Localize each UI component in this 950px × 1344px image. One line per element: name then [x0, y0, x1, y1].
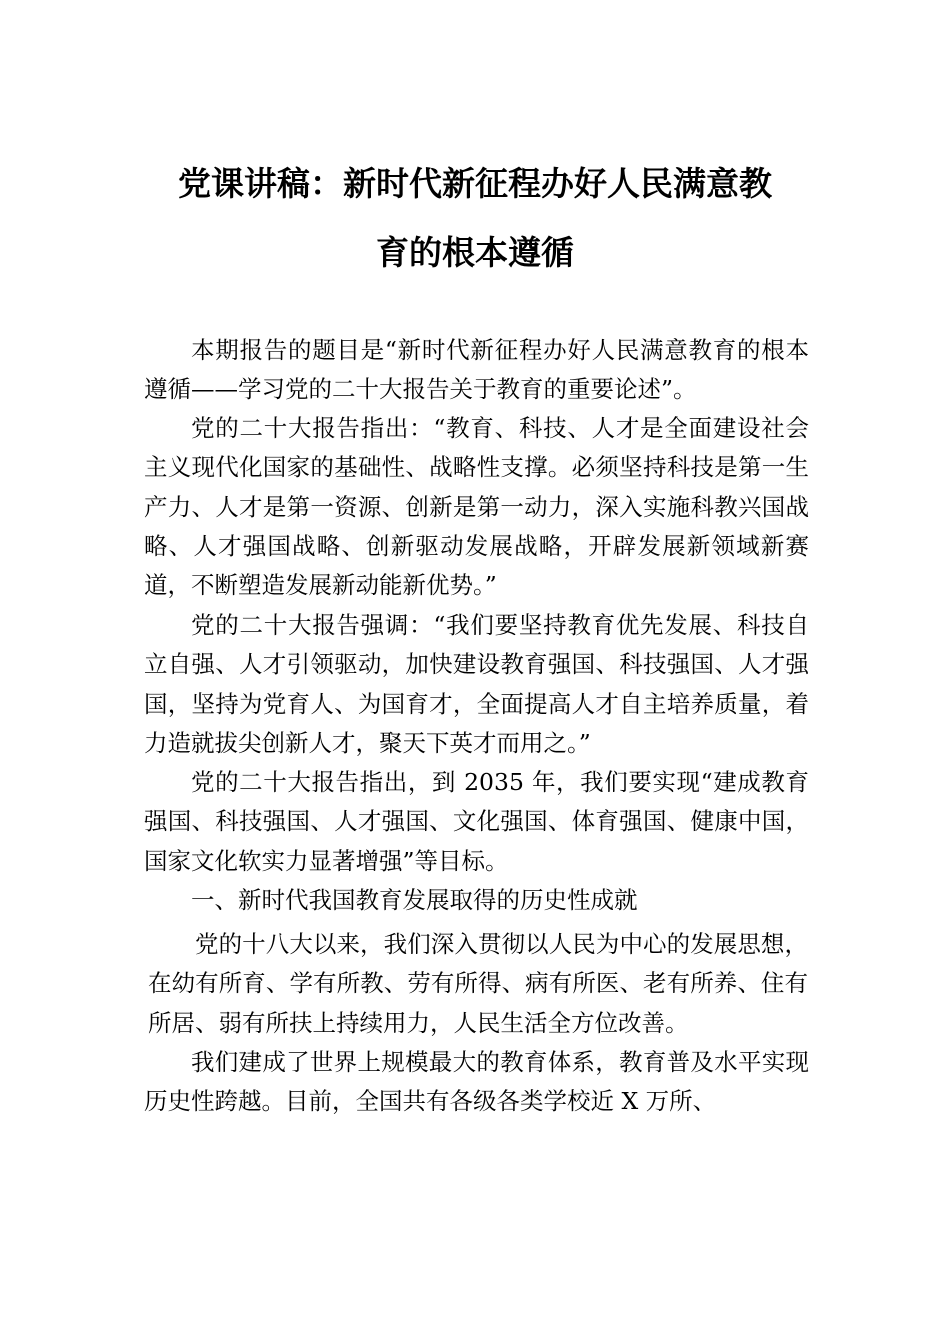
paragraph-education-system: 我们建成了世界上规模最大的教育体系，教育普及水平实现历史性跨越。目前，全国共有各级各类学校近 X 万所、 [144, 1048, 809, 1116]
paragraph-achievements: 党的十八大以来，我们深入贯彻以人民为中心的发展思想，在幼有所育、学有所教、劳有所得、病有所医、老有所养、住有所居、弱有所扶上持续用力，人民生活全方位改善。 [148, 930, 808, 1037]
document-title-line-2: 育的根本遵循 [376, 233, 574, 272]
paragraph-report-quote-2: 党的二十大报告强调：“我们要坚持教育优先发展、科技自立自强、人才引领驱动，加快建设教育强国、科技强国、人才强国，坚持为党育人、为国育才，全面提高人才自主培养质量，着力造就拔尖创新人才，聚天下英才而用之。” [144, 611, 809, 757]
paragraph-report-topic: 本期报告的题目是“新时代新征程办好人民满意教育的根本遵循——学习党的二十大报告关于教育的重要论述”。 [144, 336, 809, 404]
document-title-line-1: 党课讲稿：新时代新征程办好人民满意教 [178, 164, 772, 203]
paragraph-report-quote-1: 党的二十大报告指出：“教育、科技、人才是全面建设社会主义现代化国家的基础性、战略性支撑。必须坚持科技是第一生产力、人才是第一资源、创新是第一动力，深入实施科教兴国战略、人才强国战略、创新驱动发展战略，开辟发展新领域新赛道，不断塑造发展新动能新优势。” [144, 414, 809, 600]
section-heading-1: 一、新时代我国教育发展取得的历史性成就 [191, 886, 638, 914]
paragraph-2035-goals: 党的二十大报告指出，到 2035 年，我们要实现“建成教育强国、科技强国、人才强国、文化强国、体育强国、健康中国，国家文化软实力显著增强”等目标。 [144, 768, 809, 875]
